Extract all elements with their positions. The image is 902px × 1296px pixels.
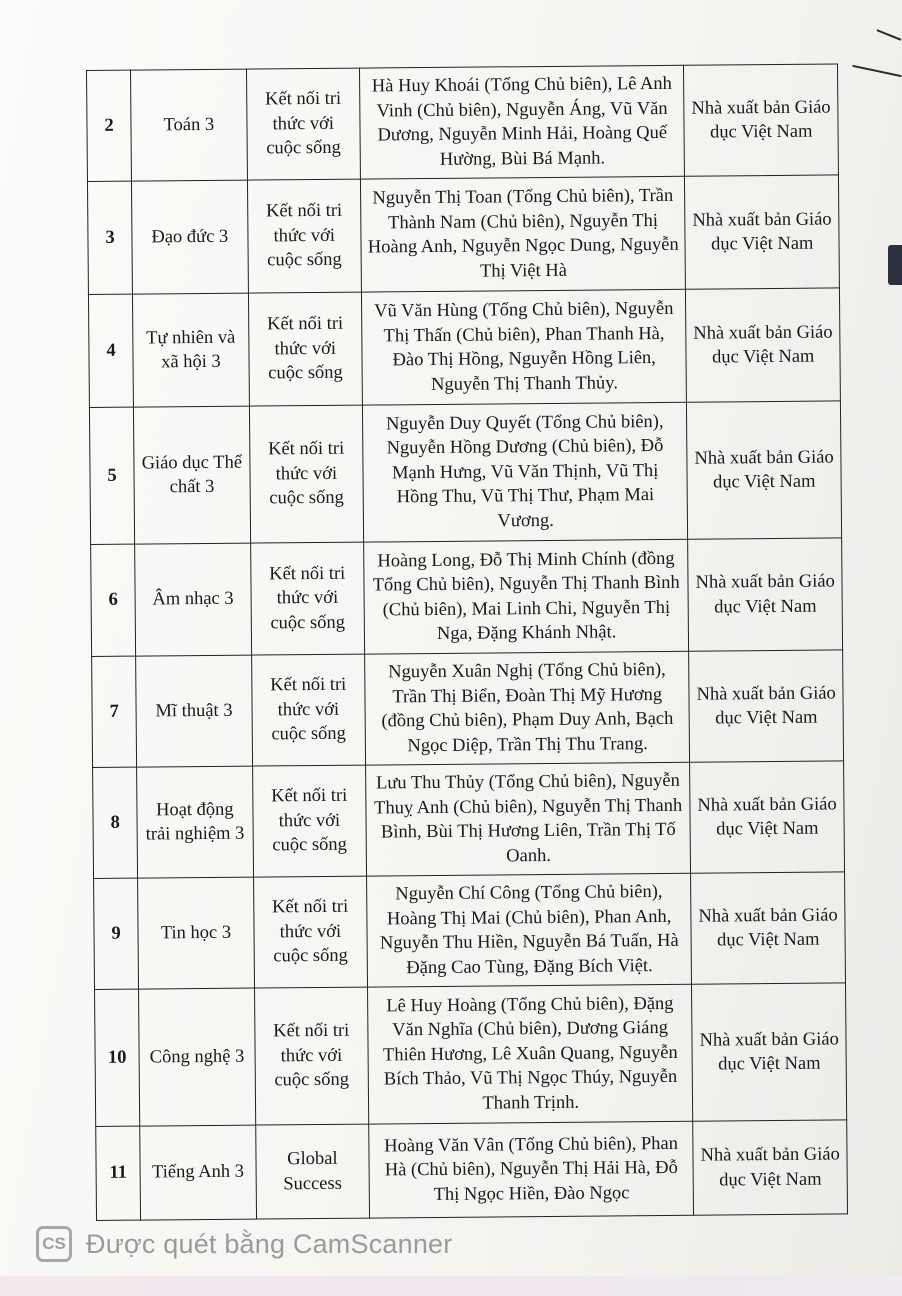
series-cell: Kết nối tri thức với cuộc sống xyxy=(250,542,364,655)
subject-cell: Công nghệ 3 xyxy=(139,988,256,1126)
authors-cell: Vũ Văn Hùng (Tổng Chủ biên), Nguyễn Thị Thấn (Chủ biên), Phan Thanh Hà, Đào Thị Hồng, Nguyễn Hồng Liên, Nguyễn Thị Thanh Thủy. xyxy=(362,289,687,405)
authors-cell: Nguyễn Xuân Nghị (Tổng Chủ biên), Trần Thị Biển, Đoàn Thị Mỹ Hương (đồng Chủ biên), Phạm Duy Anh, Bạch Ngọc Diệp, Trần Thị Thu Trang. xyxy=(365,651,690,765)
table-body xyxy=(87,64,848,1221)
table-row xyxy=(95,983,847,1127)
table-row xyxy=(94,872,846,990)
publisher-cell: Nhà xuất bản Giáo dục Việt Nam xyxy=(684,64,839,176)
row-number: 8 xyxy=(93,767,138,878)
table-row xyxy=(93,761,845,879)
row-number: 5 xyxy=(89,407,134,544)
subject-cell: Âm nhạc 3 xyxy=(135,543,251,656)
publisher-cell: Nhà xuất bản Giáo dục Việt Nam xyxy=(688,538,843,651)
subject-cell: Giáo dục Thể chất 3 xyxy=(134,406,251,544)
series-cell: Kết nối tri thức với cuộc sống xyxy=(246,68,360,180)
row-number: 2 xyxy=(87,70,132,181)
table-row xyxy=(89,401,841,545)
table-row xyxy=(87,175,839,295)
publisher-cell: Nhà xuất bản Giáo dục Việt Nam xyxy=(686,288,841,402)
page-edge xyxy=(0,1276,902,1296)
authors-cell: Lưu Thu Thủy (Tổng Chủ biên), Nguyễn Thuỵ Anh (Chủ biên), Nguyễn Thị Thanh Bình, Bùi Thị Hương Liên, Trần Thị Tố Oanh. xyxy=(366,762,691,876)
series-cell: Kết nối tri thức với cuộc sống xyxy=(249,405,364,543)
authors-cell: Hoàng Văn Vân (Tổng Chủ biên), Phan Hà (Chủ biên), Nguyễn Thị Hải Hà, Đỗ Thị Ngọc Hiền, Đào Ngọc xyxy=(369,1121,694,1218)
series-cell: Kết nối tri thức với cuộc sống xyxy=(253,876,367,988)
subject-cell: Tin học 3 xyxy=(138,877,254,989)
table-row xyxy=(87,64,839,182)
table-row xyxy=(91,538,843,657)
series-cell: Kết nối tri thức với cuộc sống xyxy=(247,179,361,293)
publisher-cell: Nhà xuất bản Giáo dục Việt Nam xyxy=(691,872,846,984)
row-number: 11 xyxy=(96,1126,141,1220)
row-number: 7 xyxy=(92,656,137,767)
publisher-cell: Nhà xuất bản Giáo dục Việt Nam xyxy=(689,650,844,762)
series-cell: Kết nối tri thức với cuộc sống xyxy=(254,987,369,1125)
series-cell: Kết nối tri thức với cuộc sống xyxy=(248,292,362,406)
series-cell: Kết nối tri thức với cuộc sống xyxy=(251,654,365,766)
table-row xyxy=(92,650,844,768)
authors-cell: Nguyễn Chí Công (Tổng Chủ biên), Hoàng Thị Mai (Chủ biên), Phan Anh, Nguyễn Thu Hiền, Nguyễn Bá Tuấn, Hà Đặng Cao Tùng, Đặng Bích Việt. xyxy=(367,873,692,987)
camscanner-watermark xyxy=(36,1226,452,1262)
series-cell: Global Success xyxy=(255,1124,369,1219)
subject-cell: Tự nhiên và xã hội 3 xyxy=(133,293,249,407)
table-row xyxy=(88,288,840,408)
camscanner-logo-icon: CS xyxy=(36,1226,72,1262)
scan-mark xyxy=(888,245,902,285)
row-number: 10 xyxy=(95,989,140,1126)
table-row xyxy=(96,1120,848,1221)
subject-cell: Mĩ thuật 3 xyxy=(136,655,252,767)
publisher-cell: Nhà xuất bản Giáo dục Việt Nam xyxy=(685,175,840,289)
authors-cell: Hà Huy Khoái (Tổng Chủ biên), Lê Anh Vinh (Chủ biên), Nguyễn Áng, Vũ Văn Dương, Nguyễn Minh Hải, Hoàng Quế Hường, Bùi Bá Mạnh. xyxy=(360,65,685,179)
publisher-cell: Nhà xuất bản Giáo dục Việt Nam xyxy=(687,401,842,539)
scan-mark xyxy=(877,29,902,40)
subject-cell: Hoạt động trải nghiệm 3 xyxy=(137,766,253,878)
row-number: 3 xyxy=(87,181,132,294)
authors-cell: Nguyễn Duy Quyết (Tổng Chủ biên), Nguyễn Hồng Dương (Chủ biên), Đỗ Mạnh Hưng, Vũ Văn Thịnh, Vũ Thị Hồng Thu, Vũ Thị Thư, Phạm Mai Vương. xyxy=(363,402,688,542)
row-number: 4 xyxy=(88,294,133,407)
textbook-table xyxy=(86,63,848,1221)
authors-cell: Nguyễn Thị Toan (Tổng Chủ biên), Trần Thành Nam (Chủ biên), Nguyễn Thị Hoàng Anh, Nguyễn Ngọc Dung, Nguyễn Thị Việt Hà xyxy=(361,176,686,292)
scan-mark xyxy=(852,65,901,77)
publisher-cell: Nhà xuất bản Giáo dục Việt Nam xyxy=(690,761,845,873)
subject-cell: Tiếng Anh 3 xyxy=(140,1125,256,1220)
authors-cell: Lê Huy Hoàng (Tổng Chủ biên), Đặng Văn Nghĩa (Chủ biên), Dương Giáng Thiên Hương, Lê Xuân Quang, Nguyễn Bích Thảo, Vũ Thị Ngọc Thúy, Nguyễn Thanh Trịnh. xyxy=(368,984,693,1124)
authors-cell: Hoàng Long, Đỗ Thị Minh Chính (đồng Tổng Chủ biên), Nguyễn Thị Thanh Bình (Chủ biên), Mai Linh Chi, Nguyễn Thị Nga, Đặng Khánh Nhật. xyxy=(364,539,689,654)
subject-cell: Đạo đức 3 xyxy=(132,180,248,294)
series-cell: Kết nối tri thức với cuộc sống xyxy=(252,765,366,877)
publisher-cell: Nhà xuất bản Giáo dục Việt Nam xyxy=(693,1120,847,1215)
row-number: 6 xyxy=(91,544,136,656)
subject-cell: Toán 3 xyxy=(131,69,247,181)
scanner-text: Được quét bằng CamScanner xyxy=(86,1228,453,1259)
row-number: 9 xyxy=(94,878,139,989)
publisher-cell: Nhà xuất bản Giáo dục Việt Nam xyxy=(692,983,847,1121)
